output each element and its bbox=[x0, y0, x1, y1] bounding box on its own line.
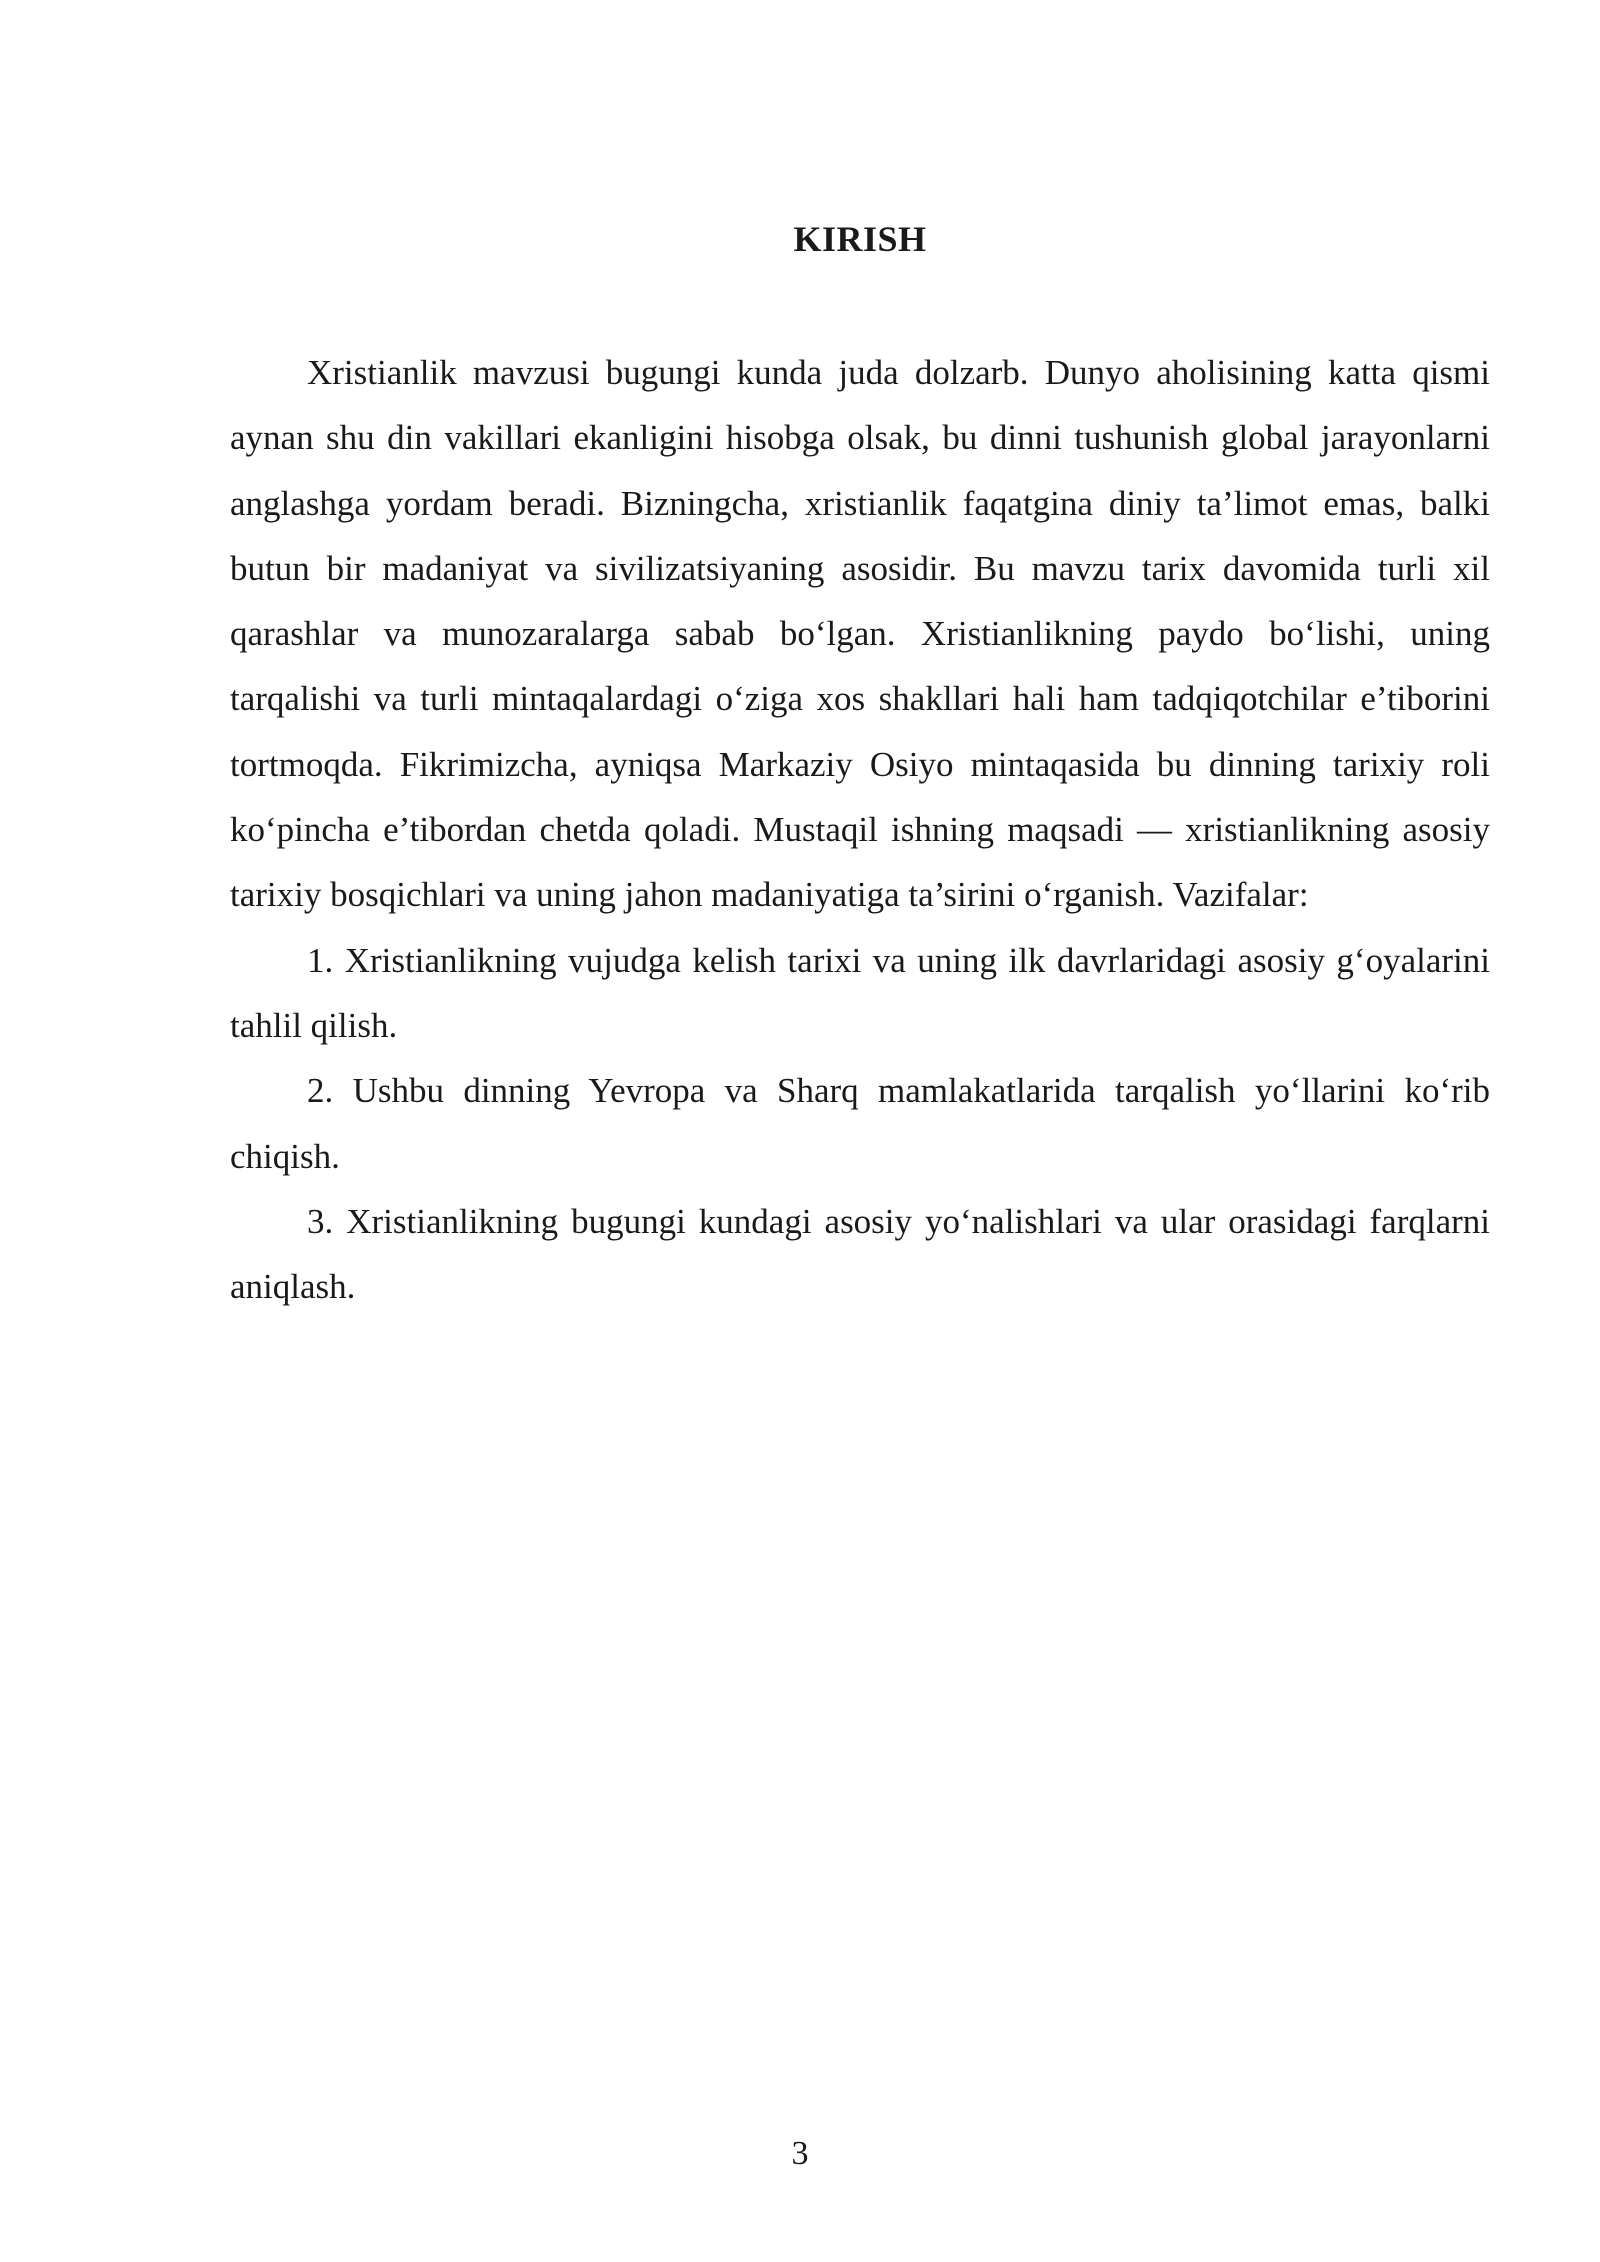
document-body bbox=[230, 340, 1490, 1319]
intro-paragraph: Xristianlik mavzusi bugungi kunda juda dolzarb. Dunyo aholisining katta qismi aynan shu din vakillari ekanligini hisobga olsak, bu dinni tushunish global jarayonlarni anglashga yordam beradi. Bizningcha, xristianlik faqatgina diniy ta’limot emas, balki butun bir madaniyat va sivilizatsiyaning asosidir. Bu mavzu tarix davomida turli xil qarashlar va munozaralarga sabab bo‘lgan. Xristianlikning paydo bo‘lishi, uning tarqalishi va turli mintaqalardagi o‘ziga xos shakllari hali ham tadqiqotchilar e’tiborini tortmoqda. Fikrimizcha, ayniqsa Markaziy Osiyo mintaqasida bu dinning tarixiy roli ko‘pincha e’tibordan chetda qoladi. Mustaqil ishning maqsadi — xristianlikning asosiy tarixiy bosqichlari va uning jahon madaniyatiga ta’sirini o‘rganish. Vazifalar: bbox=[230, 353, 1490, 915]
task-item-3: 3. Xristianlikning bugungi kundagi asosiy yo‘nalishlari va ular orasidagi farqlarni aniqlash. bbox=[230, 1201, 1490, 1307]
task-item-2: 2. Ushbu dinning Yevropa va Sharq mamlakatlarida tarqalish yo‘llarini ko‘rib chiqish. bbox=[230, 1071, 1490, 1176]
page-number: 3 bbox=[791, 2135, 809, 2172]
page-title: KIRISH bbox=[793, 219, 927, 259]
task-item-1: 1. Xristianlikning vujudga kelish tarixi va uning ilk davrlaridagi asosiy g‘oyalarini tahlil qilish. bbox=[230, 940, 1490, 1045]
